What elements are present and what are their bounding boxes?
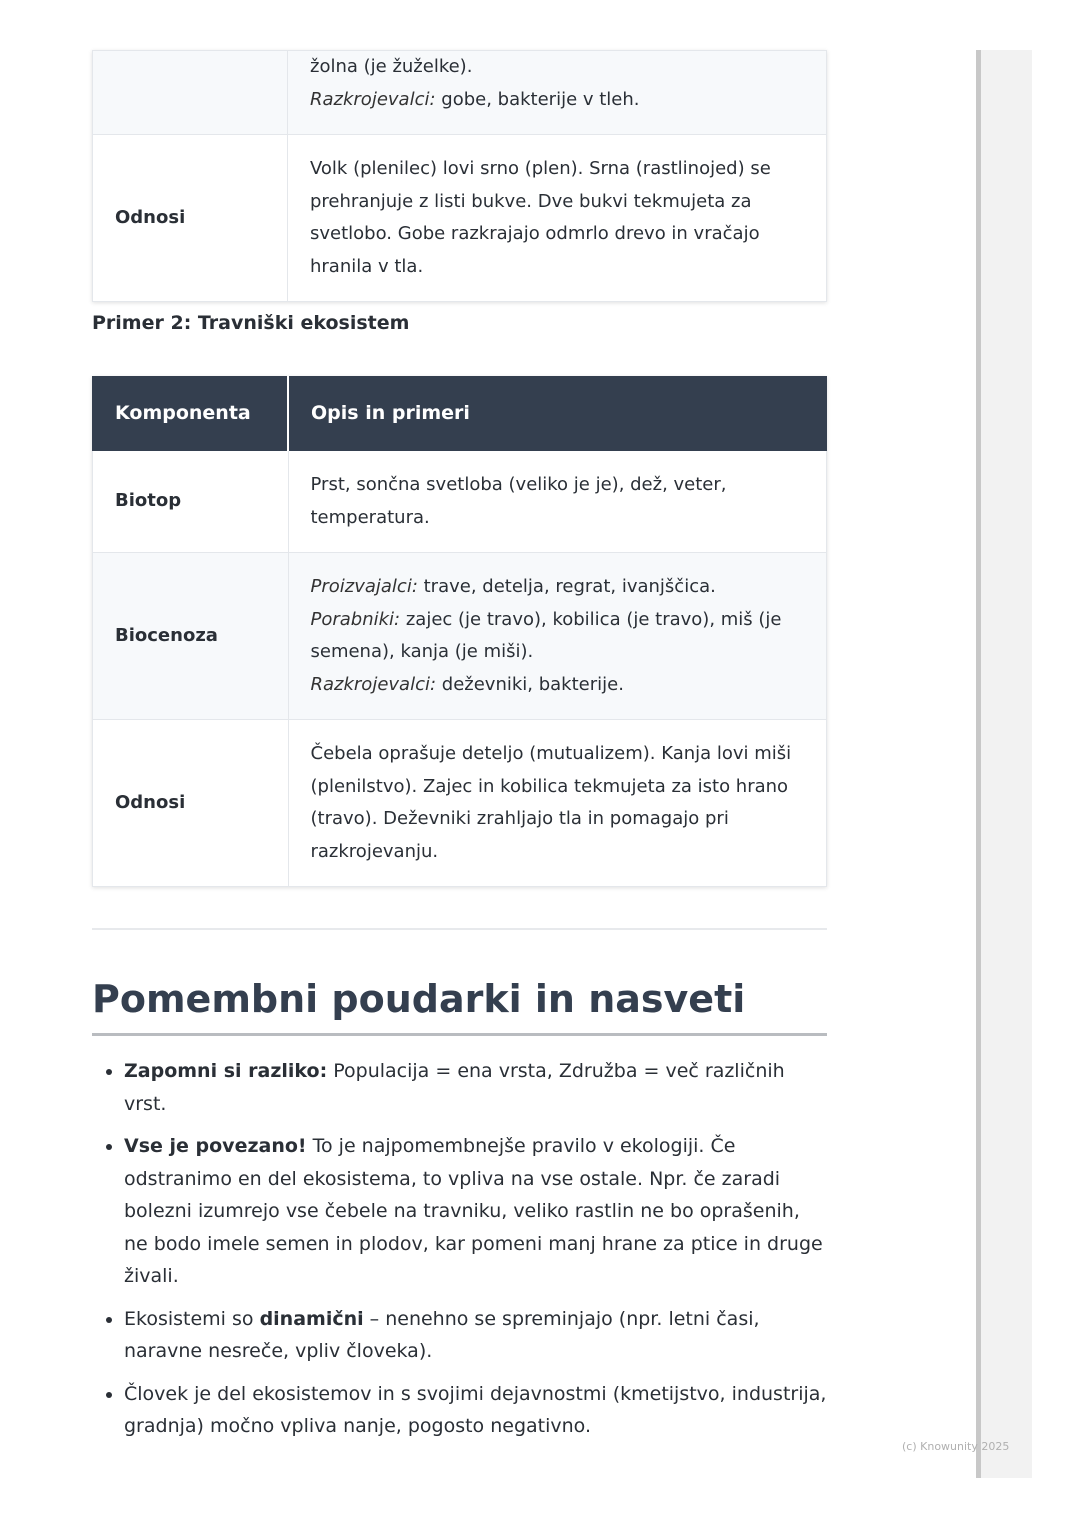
grassland-ecosystem-table — [92, 376, 827, 887]
table-cell — [288, 553, 827, 720]
bold-text: Vse je povezano! — [124, 1135, 307, 1157]
row-label: Odnosi — [93, 720, 289, 887]
cell-label: Razkrojevalci: — [310, 88, 436, 110]
item-text: Populacija = ena vrsta, Združba = več različnih vrst. — [124, 1060, 785, 1115]
forest-ecosystem-table — [92, 50, 827, 302]
table-row — [93, 720, 827, 887]
cell-label: Porabniki: — [310, 608, 401, 630]
table-header-row — [93, 377, 827, 451]
item-text: Ekosistemi so — [124, 1307, 260, 1330]
list-item — [124, 1378, 827, 1443]
column-header: Opis in primeri — [288, 377, 827, 451]
list-item — [124, 1130, 827, 1293]
table-cell-empty — [93, 51, 288, 135]
section-heading: Pomembni poudarki in nasveti — [92, 975, 827, 1036]
list-item — [124, 1303, 827, 1368]
list-item — [124, 1055, 827, 1120]
table-row — [93, 451, 827, 553]
cell-text: Prst, sončna svetloba (veliko je je), dež, veter, temperatura. — [288, 451, 827, 553]
column-header: Komponenta — [93, 377, 289, 451]
table-row — [93, 51, 827, 135]
cell-label: Razkrojevalci: — [310, 673, 437, 695]
divider — [92, 928, 827, 930]
tips-list — [92, 1055, 827, 1453]
bold-text: Zapomni si razliko: — [124, 1060, 328, 1082]
example-heading: Primer 2: Travniški ekosistem — [92, 312, 410, 334]
cell-text: deževniki, bakterije. — [436, 673, 624, 695]
scrollbar[interactable] — [976, 50, 1032, 1478]
copyright-footer: (c) Knowunity 2025 — [902, 1440, 1010, 1453]
cell-label: Proizvajalci: — [310, 576, 418, 597]
row-label: Biotop — [93, 451, 289, 553]
table-row — [93, 135, 827, 302]
table-row — [93, 553, 827, 720]
row-label: Biocenoza — [93, 553, 289, 720]
item-text: Človek je del ekosistemov in s svojimi dejavnostmi (kmetijstvo, industrija, gradnja) močno vpliva nanje, pogosto negativno. — [124, 1382, 827, 1437]
item-text: – nenehno se spreminjajo (npr. letni časi, naravne nesreče, vpliv človeka). — [124, 1307, 760, 1362]
cell-text: zajec (je travo), kobilica (je travo), miš (je semena), kanja (je miši). — [310, 608, 782, 662]
bold-text: dinamični — [259, 1307, 364, 1330]
item-text: To je najpomembnejše pravilo v ekologiji. Če odstranimo en del ekosistema, to vpliva na vse ostale. Npr. če zaradi bolezni izumrejo vse čebele na travniku, veliko rastlin ne bo oprašenih, ne bodo imele semen in plodov, kar pomeni manj hrane za ptice in druge živali. — [124, 1135, 823, 1287]
cell-text: Volk (plenilec) lovi srno (plen). Srna (rastlinojed) se prehranjuje z listi bukve. Dve bukvi tekmujeta za svetlobo. Gobe razkrajajo odmrlo drevo in vračajo hranila v tla. — [288, 135, 827, 302]
table-cell — [288, 51, 827, 135]
cell-text: Čebela oprašuje deteljo (mutualizem). Kanja lovi miši (plenilstvo). Zajec in kobilica tekmujeta za isto hrano (travo). Deževniki zrahljajo tla in pomagajo pri razkrojevanju. — [288, 720, 827, 887]
cell-text: trave, detelja, regrat, ivanjščica. — [417, 576, 716, 597]
cell-text: žolna (je žuželke). — [310, 56, 473, 77]
cell-text: gobe, bakterije v tleh. — [435, 88, 640, 110]
row-label: Odnosi — [93, 135, 288, 302]
